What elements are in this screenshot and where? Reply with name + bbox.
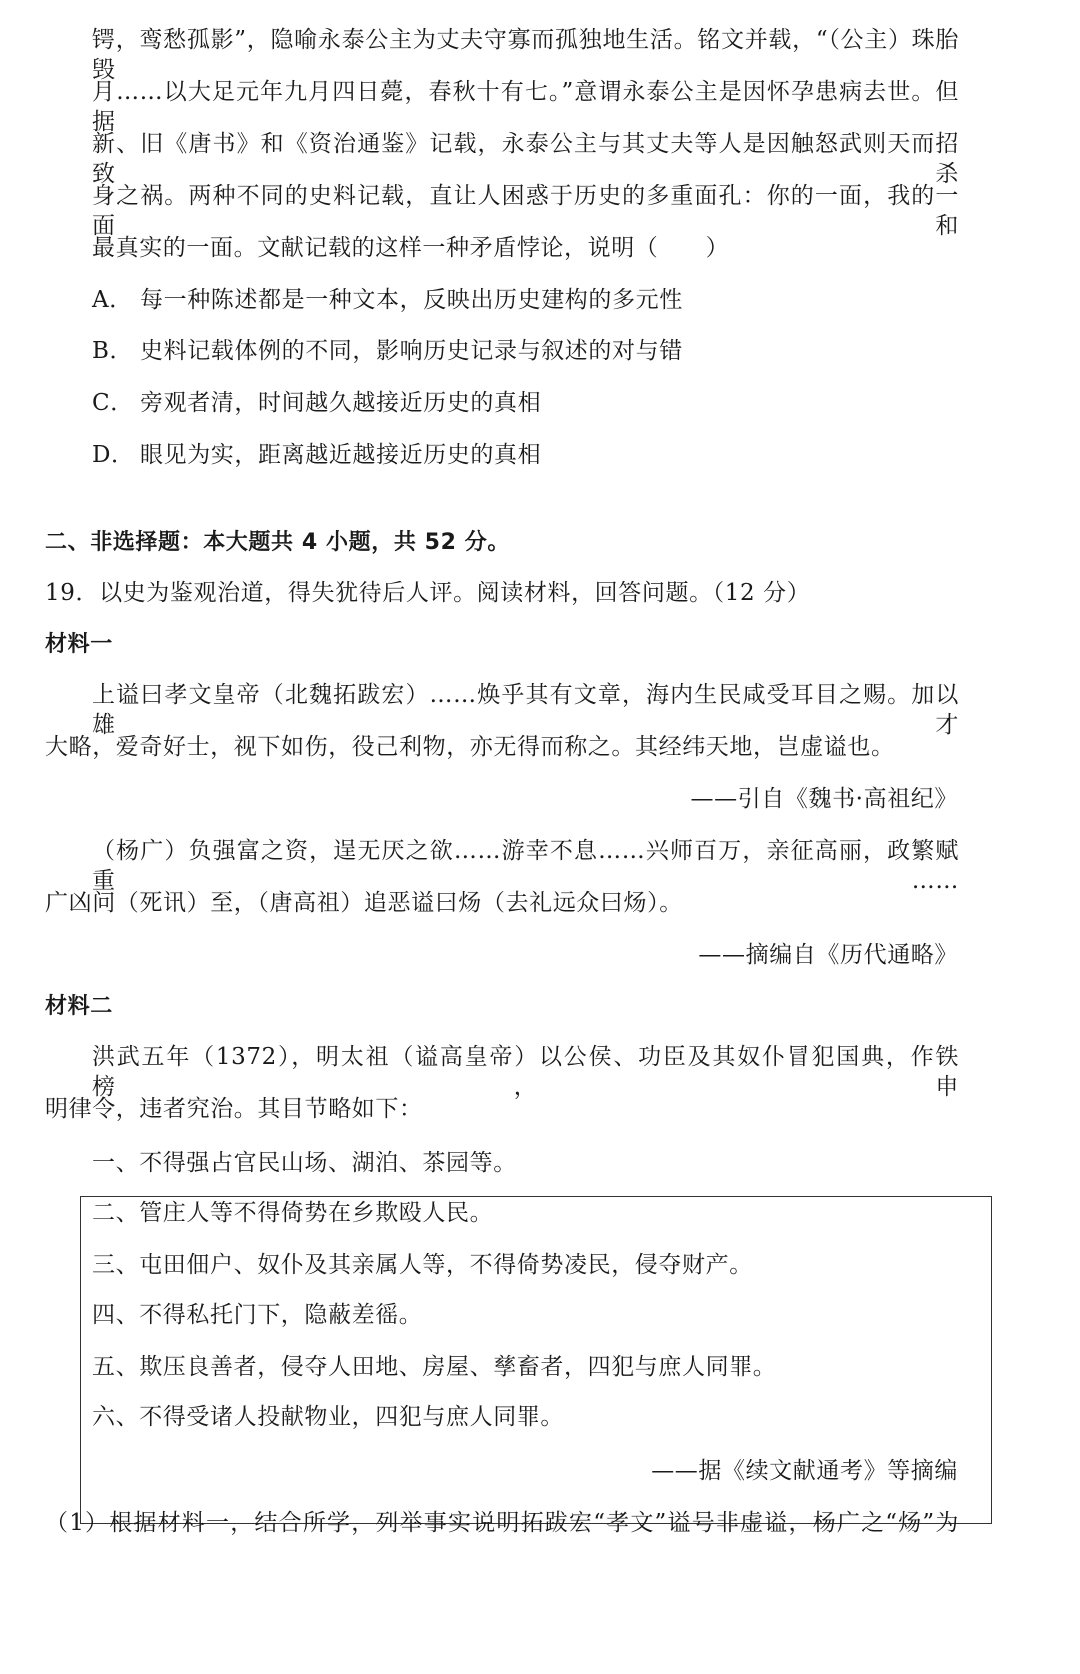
material2-label: 材料二 <box>45 994 113 1019</box>
option-text: 每一种陈述都是一种文本，反映出历史建构的多元性 <box>140 287 683 313</box>
iron-list-item-5: 五、欺压良善者，侵夺人田地、房屋、孳畜者，四犯与庶人同罪。 <box>92 1354 777 1380</box>
q19-stem: 19．以史为鉴观治道，得失犹待后人评。阅读材料，回答问题。（12 分） <box>45 580 811 606</box>
q18-stem-line-1: 锷，鸾愁孤影”，隐喻永泰公主为丈夫守寡而孤独地生活。铭文并载，“（公主）珠胎毁 <box>92 27 959 83</box>
material1-para2-line-2: 广凶问（死讯）至，（唐高祖）追恶谥曰炀（去礼远众曰炀）。 <box>45 890 683 916</box>
iron-list-item-2: 二、管庄人等不得倚势在乡欺殴人民。 <box>92 1200 494 1226</box>
option-text: 史料记载体例的不同，影响历史记录与叙述的对与错 <box>140 338 683 364</box>
material2-intro-line-2: 明律令，违者究治。其目节略如下： <box>45 1096 423 1122</box>
option-letter: A． <box>92 287 133 313</box>
iron-list-item-6: 六、不得受诸人投献物业，四犯与庶人同罪。 <box>92 1404 564 1430</box>
material2-intro-line-1: 洪武五年（1372），明太祖（谥高皇帝）以公侯、功臣及其奴仆冒犯国典，作铁榜，申 <box>92 1044 959 1100</box>
q18-option-a <box>92 285 683 315</box>
q18-option-b <box>92 336 683 366</box>
material1-para2-line-1: （杨广）负强富之资，逞无厌之欲……游幸不息……兴师百万，亲征高丽，政繁赋重…… <box>92 838 959 894</box>
q18-stem-line-5: 最真实的一面。文献记载的这样一种矛盾悖论，说明（ ） <box>92 235 730 261</box>
material1-para1-line-2: 大略，爱奇好士，视下如伤，役己利物，亦无得而称之。其经纬天地，岂虚谥也。 <box>45 734 895 760</box>
option-letter: C． <box>92 390 134 416</box>
q19-sub1: （1）根据材料一，结合所学，列举事实说明拓跋宏“孝文”谥号非虚谥，杨广之“炀”为 <box>45 1510 959 1536</box>
q18-stem-line-2: 月……以大足元年九月四日薨，春秋十有七。”意谓永泰公主是因怀孕患病去世。但据 <box>92 79 959 135</box>
q18-option-c <box>92 388 541 418</box>
q18-option-d <box>92 440 541 470</box>
iron-list-item-1: 一、不得强占官民山场、湖泊、茶园等。 <box>92 1150 517 1176</box>
material1-label: 材料一 <box>45 632 113 657</box>
iron-list-item-3: 三、屯田佃户、奴仆及其亲属人等，不得倚势凌民，侵夺财产。 <box>92 1252 753 1278</box>
option-letter: B． <box>92 338 134 364</box>
material1-para1-line-1: 上谥曰孝文皇帝（北魏拓跋宏）……焕乎其有文章，海内生民咸受耳目之赐。加以雄才 <box>92 682 959 738</box>
iron-list-item-4: 四、不得私托门下，隐蔽差徭。 <box>92 1302 423 1328</box>
material2-source: ——据《续文献通考》等摘编 <box>651 1458 958 1484</box>
section-heading: 二、非选择题：本大题共 4 小题，共 52 分。 <box>45 530 510 555</box>
q18-stem-line-3: 新、旧《唐书》和《资治通鉴》记载，永泰公主与其丈夫等人是因触怒武则天而招致杀 <box>92 131 959 187</box>
material1-source2: ——摘编自《历代通略》 <box>698 942 958 968</box>
option-text: 旁观者清，时间越久越接近历史的真相 <box>140 390 542 416</box>
q18-stem-line-4: 身之祸。两种不同的史料记载，直让人困惑于历史的多重面孔：你的一面，我的一面和 <box>92 183 959 239</box>
option-letter: D． <box>92 442 135 468</box>
option-text: 眼见为实，距离越近越接近历史的真相 <box>140 442 542 468</box>
material1-source1: ——引自《魏书·高祖纪》 <box>690 786 958 812</box>
